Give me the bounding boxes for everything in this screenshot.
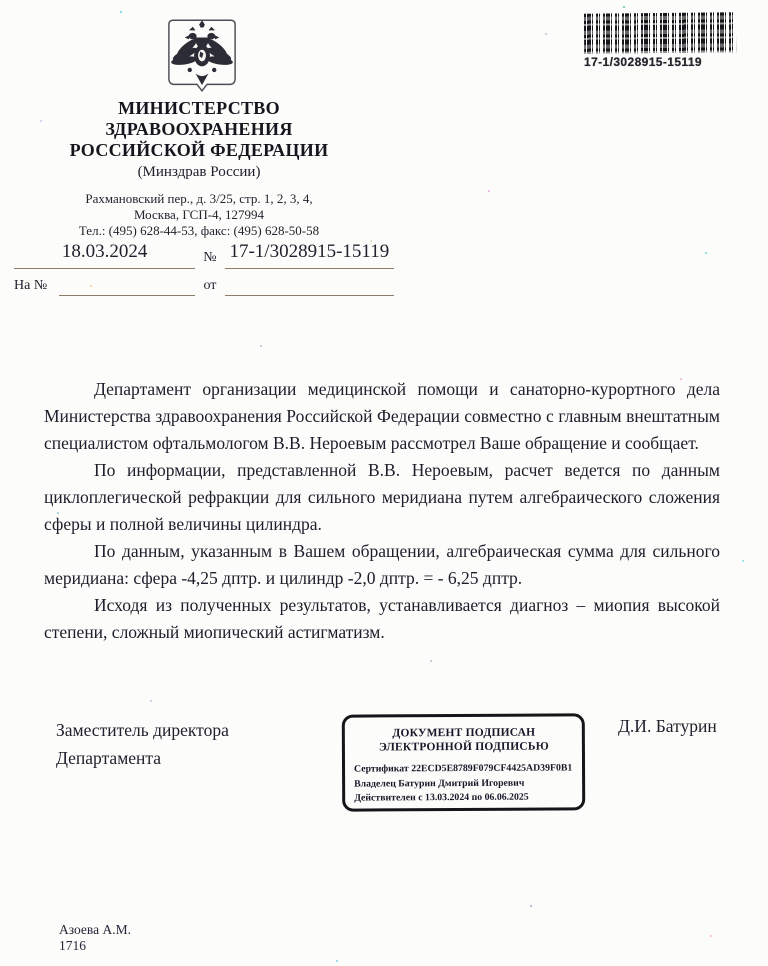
signer-position-line-2: Департамента [56,748,162,768]
stamp-title-line-1: ДОКУМЕНТ ПОДПИСАН [392,726,536,740]
reply-number-blank [59,276,195,296]
paragraph-3: По данным, указанным в Вашем обращении, алгебраическая сумма для сильного меридиана: сфера -4,25 дптр. и цилиндр -2,0 дптр. = - 6,25 дптр. [44,541,720,588]
ot-label: от [203,278,217,293]
reference-block [14,241,394,296]
letter-body [44,376,720,646]
signer-name: Д.И. Батурин [618,716,717,736]
paragraph-1: Департамент организации медицинской помощи и санаторно-курортного дела Министерства здравоохранения Российской Федерации совместно с главным внештатным специалистом офтальмологом В.В. Нероевым рассмотрел Ваше обращение и сообщает. [44,379,720,453]
barcode-number: 17-1/3028915-15119 [584,55,702,69]
stamp-certificate: Сертификат 22ECD5E8789F079CF4425AD39F0B1 [354,762,573,775]
letterhead [0,98,398,239]
address-block [0,191,398,239]
address-line-2: Москва, ГСП-4, 127994 [133,207,265,222]
paragraph-4: Исходя из полученных результатов, устанавливается диагноз – миопия высокой степени, сложный миопический астигматизм. [44,595,720,642]
org-name-line-2: ЗДРАВООХРАНЕНИЯ [105,119,293,139]
letter-number: 17-1/3028915-15119 [225,241,394,269]
signer-position [56,716,229,772]
stamp-validity: Действителен с 13.03.2024 по 06.06.2025 [354,791,529,804]
stamp-details [354,761,574,806]
executor-name: Азоева А.М. [59,922,131,937]
letter-date: 18.03.2024 [14,241,195,269]
phone-fax-line: Тел.: (495) 628-44-53, факс: (495) 628-50-58 [78,223,320,238]
executor-block [59,922,131,954]
russia-coat-of-arms-icon [166,18,238,96]
barcode-block [584,13,742,69]
stamp-title [354,725,574,754]
stamp-title-line-2: ЭЛЕКТРОННОЙ ПОДПИСЬЮ [378,740,549,754]
digital-signature-stamp [342,713,586,811]
executor-code: 1716 [59,938,86,953]
address-line-1: Рахмановский пер., д. 3/25, стр. 1, 2, 3, 4, [85,191,313,206]
barcode-icon [584,12,736,54]
stamp-owner: Владелец Батурин Дмитрий Игоревич [354,777,525,790]
org-name-line-3: РОССИЙСКОЙ ФЕДЕРАЦИИ [69,140,329,160]
org-name-line-1: МИНИСТЕРСТВО [118,98,280,118]
paragraph-2: По информации, представленной В.В. Нероевым, расчет ведется по данным циклоплегической рефракции для сильного меридиана путем алгебраического сложения сферы и полной величины цилиндра. [44,460,720,534]
na-no-label: На № [14,278,48,293]
signer-position-line-1: Заместитель директора [56,720,229,740]
reply-reference-row [14,276,394,296]
reply-date-blank [225,276,394,296]
number-sign-label: № [203,250,217,265]
date-number-row [14,241,394,269]
org-short-name: (Минздрав России) [137,164,261,180]
